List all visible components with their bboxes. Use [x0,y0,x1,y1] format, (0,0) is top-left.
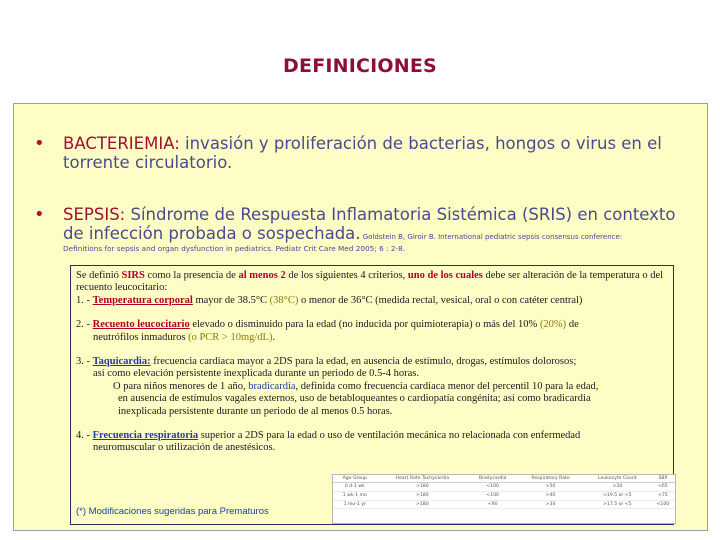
table-cell: <100 [651,500,675,509]
bullet-bacteriemia [34,134,699,172]
bullet-text [63,134,699,172]
bullet-text [63,205,699,247]
bradicardia-term: bradicardia [248,380,296,392]
premature-temp: (38°C) [269,294,299,306]
table-header: SBP [651,475,675,483]
table-cell: >180 [377,483,469,492]
content-panel [13,103,708,531]
table-header: Bradycardia [468,475,517,483]
table-cell: <65 [651,483,675,492]
table-header: Age Group [333,475,377,483]
vital-signs-table-thumbnail [332,474,676,524]
reference-inline: Goldstein B, Giroir B. International pediatric sepsis consensus conference: [360,233,623,241]
label-temperatura: Temperatura corporal [92,294,193,306]
label-taquicardia: Taquicardia: [92,356,151,368]
criterion-3-line5: inexplicada persistente durante un periodo de al menos 0.5 horas. [118,405,393,417]
table-header: Leukocyte Count [584,475,651,483]
sirs-intro: Se definió SIRS como la presencia de al menos 2 de los siguientes 4 criterios, uno de los cuales debe ser alteración de la temperatura o del recuento leucocitario: [76,270,664,294]
slide-title: DEFINICIONES [283,55,437,77]
criterion-2-line2: neutrófilos inmaduros (o PCR > 10mg/dL). [93,331,276,343]
table-header-row [333,475,675,483]
table-cell: <100 [468,483,517,492]
premature-leuco: (20%) [539,319,567,331]
definition-sepsis: Síndrome de Respuesta Inflamatoria Sistémica (SRIS) en contexto de infección probada o sospechada. [63,205,676,243]
table-row [333,500,675,509]
premature-note: (*) Modificaciones sugeridas para Prematuros [76,506,269,517]
criterion-4-line2: neuromuscular o utilización de anestésicos. [93,442,276,454]
label-recuento: Recuento leucocitario [92,319,190,331]
term-sepsis: SEPSIS: [63,205,126,224]
table-cell: 1 wk-1 mo [333,491,377,500]
criterion-1: 1. - Temperatura corporal mayor de 38.5°C (38°C) o menor de 36°C (medida rectal, vesical, oral o con catéter central) [76,294,583,306]
bullet-sepsis [34,205,699,247]
uno-de-los-cuales: uno de los cuales [407,270,483,281]
table-header: Respiratory Rate [517,475,584,483]
premature-pcr: (o PCR > 10mg/dL) [188,331,273,343]
criterion-3-line3: O para niños menores de 1 año, bradicardia, definida como frecuencia cardiaca menor del percentil 10 para la edad, [113,380,599,392]
table-cell: >34 [584,483,651,492]
sirs-term: SIRS [121,270,145,281]
bullet-marker: • [34,133,45,154]
label-frecuencia-respiratoria: Frecuencia respiratoria [92,430,199,442]
definition-bacteriemia: invasión y proliferación de bacterias, hongos o virus en el torrente circulatorio. [63,134,662,172]
table-cell: <100 [468,491,517,500]
table-cell: >180 [377,500,469,509]
bullet-marker: • [34,204,45,225]
table-header: Heart Rate Tachycardia [377,475,469,483]
table-cell: <75 [651,491,675,500]
table-cell: <90 [468,500,517,509]
vital-signs-table [333,475,675,509]
table-cell: >19.5 or <5 [584,491,651,500]
table-cell: >40 [517,491,584,500]
table-cell: >17.5 or <5 [584,500,651,509]
table-row [333,483,675,492]
criterion-3: 3. - Taquicardia: frecuencia cardiaca mayor a 2DS para la edad, en ausencia de estímulo, drogas, estímulos dolorosos; [76,356,577,368]
table-cell: >180 [377,491,469,500]
al-menos-2: al menos 2 [238,270,286,281]
criterion-4: 4. - Frecuencia respiratoria superior a 2DS para la edad o uso de ventilación mecánica no relacionada con enfermedad [76,430,581,442]
table-cell: 1 mo-1 yr [333,500,377,509]
table-cell: 0 d-1 wk [333,483,377,492]
term-bacteriemia: BACTERIEMIA: [63,134,180,153]
reference-line: Definitions for sepsis and organ dysfunction in pediatrics. Pediatr Crit Care Med 2005; 6 : 2-8. [63,244,406,253]
criterion-3-line4: en ausencia de estímulos vagales externos, uso de betabloqueantes o cardiopatía congénita; así como bradicardia [118,393,591,405]
criterion-2: 2. - Recuento leucocitario elevado o disminuido para la edad (no inducida por quimioterapia) o más del 10% (20%) de [76,319,579,331]
table-row [333,491,675,500]
criterion-3-line2: así como elevación persistente inexplicada durante un periodo de 0.5-4 horas. [93,368,419,380]
table-cell: >50 [517,483,584,492]
table-cell: >34 [517,500,584,509]
